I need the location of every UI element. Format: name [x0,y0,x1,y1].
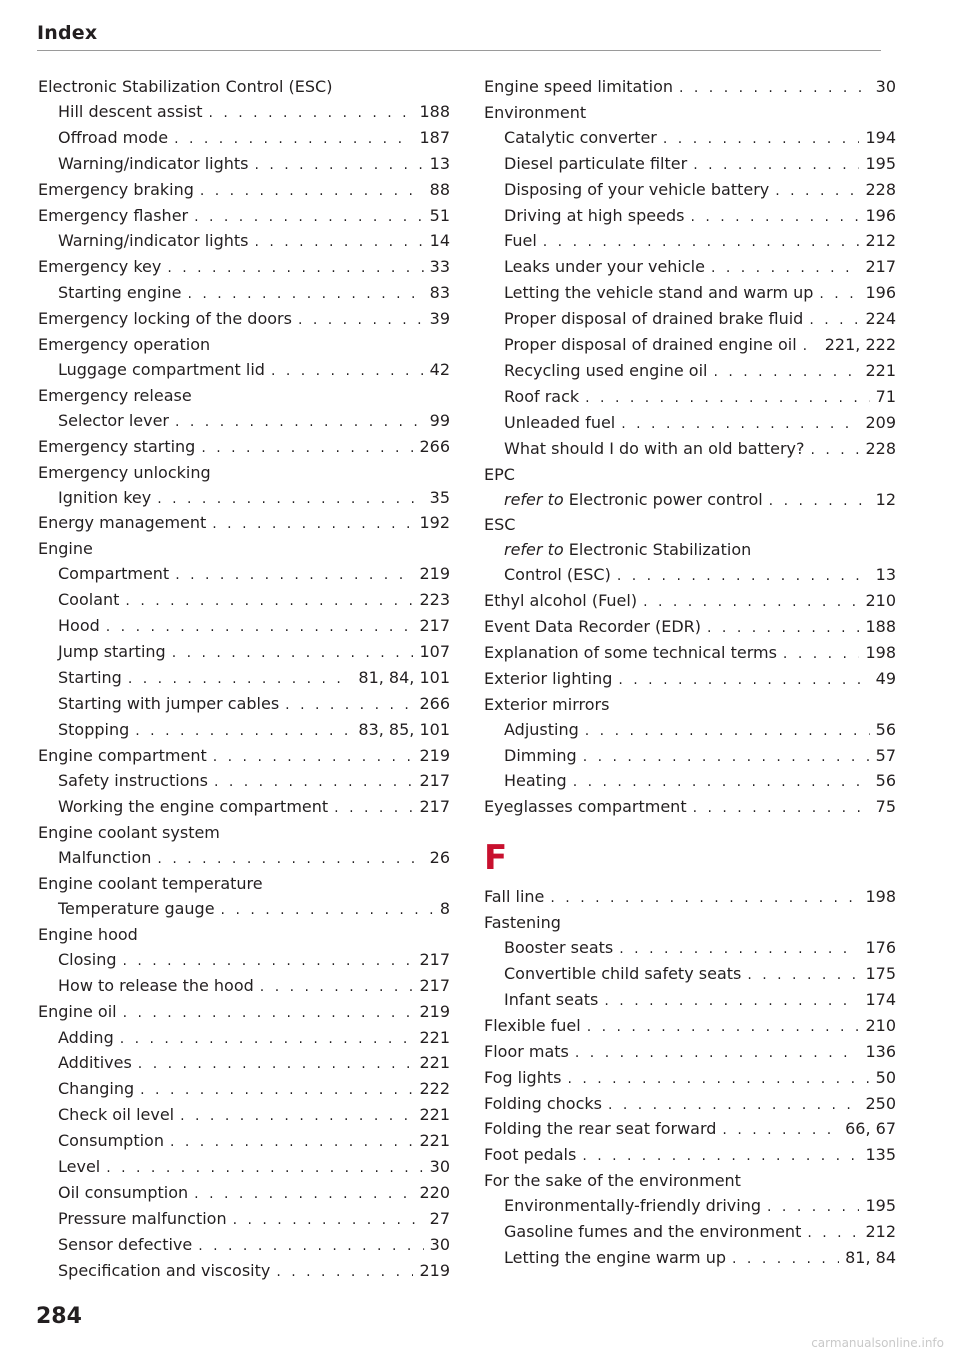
index-entry: Fall line . . . 198 [484,885,896,911]
index-entry: Recycling used engine oil . . . 221 [484,359,896,385]
index-entry: Check oil level . . . 221 [38,1103,450,1129]
index-heading: ESC [484,515,516,535]
index-entry: Emergency key . . . 33 [38,255,450,281]
index-entry: Additives . . . 221 [38,1051,450,1077]
index-entry: Safety instructions . . . 217 [38,769,450,795]
index-entry: Fog lights . . . 50 [484,1066,896,1092]
index-entry: Driving at high speeds . . . 196 [484,204,896,230]
index-entry: Dimming . . . 57 [484,744,896,770]
index-entry: Consumption . . . 221 [38,1129,450,1155]
index-heading: Electronic Stabilization Control (ESC) [38,77,333,96]
index-heading: EPC [484,464,515,484]
index-entry: Malfunction . . . 26 [38,846,450,872]
index-column-left [38,75,450,1285]
index-entry: Leaks under your vehicle . . . 217 [484,255,896,281]
index-heading: Environment [484,102,587,122]
index-entry: Oil consumption . . . 220 [38,1181,450,1207]
index-heading: For the sake of the environment [484,1171,741,1191]
index-entry: Luggage compartment lid . . . 42 [38,358,450,384]
index-entry: Emergency starting . . . 266 [38,435,450,461]
index-entry: Environmentally-friendly driving . . . 195 [484,1194,896,1220]
index-entry: Energy management . . . 192 [38,511,450,537]
index-entry: Control (ESC) . . . 13 [484,563,896,589]
index-entry: Pressure malfunction . . . 27 [38,1207,450,1233]
index-entry: Infant seats . . . 174 [484,988,896,1014]
index-entry: Booster seats . . . 176 [484,936,896,962]
index-column-right [484,75,896,1272]
index-entry: Folding the rear seat forward . . . 66, 67 [484,1117,896,1143]
index-entry: Starting . . . 81, 84, 101 [38,666,450,692]
index-entry: Level . . . 30 [38,1155,450,1181]
index-entry: Diesel particulate filter . . . 195 [484,152,896,178]
index-entry: Changing . . . 222 [38,1077,450,1103]
index-entry: Proper disposal of drained brake fluid . . . 224 [484,307,896,333]
index-entry: Temperature gauge . . . 8 [38,897,450,923]
index-entry: Disposing of your vehicle battery . . . 228 [484,178,896,204]
index-heading: Engine coolant temperature [38,874,263,894]
index-entry: Warning/indicator lights . . . 14 [38,229,450,255]
index-entry: Warning/indicator lights . . . 13 [38,152,450,178]
index-entry: Coolant . . . 223 [38,588,450,614]
index-entry: Roof rack . . . 71 [484,385,896,411]
index-entry: Starting with jumper cables . . . 266 [38,692,450,718]
index-heading: Emergency release [38,385,192,405]
index-entry: Folding chocks . . . 250 [484,1092,896,1118]
page-number: 284 [36,1304,82,1329]
index-entry: Jump starting . . . 107 [38,640,450,666]
index-entry: Adjusting . . . 56 [484,718,896,744]
index-entry: Specification and viscosity . . . 219 [38,1259,450,1285]
index-entry: refer to Electronic power control . . . 12 [484,488,896,514]
index-entry: Proper disposal of drained engine oil . . . 221, 222 [484,333,896,359]
index-entry: Unleaded fuel . . . 209 [484,411,896,437]
index-entry: Starting engine . . . 83 [38,281,450,307]
index-entry: Heating . . . 56 [484,769,896,795]
index-entry: Convertible child safety seats . . . 175 [484,962,896,988]
index-entry: Exterior lighting . . . 49 [484,667,896,693]
index-entry: Floor mats . . . 136 [484,1040,896,1066]
index-entry: Engine speed limitation . . . 30 [484,75,896,101]
index-entry: Emergency flasher . . . 51 [38,204,450,230]
index-heading: Emergency operation [38,335,211,355]
index-entry: Closing . . . 217 [38,948,450,974]
index-subheading: refer to Electronic Stabilization [504,540,752,560]
index-entry: Letting the vehicle stand and warm up . . . 196 [484,281,896,307]
index-heading: Fastening [484,913,561,933]
index-entry: Eyeglasses compartment . . . 75 [484,795,896,821]
index-entry: How to release the hood . . . 217 [38,974,450,1000]
cross-reference-prefix: refer to [504,540,564,560]
index-entry: Compartment . . . 219 [38,562,450,588]
index-entry: Ignition key . . . 35 [38,486,450,512]
index-entry: Fuel . . . 212 [484,229,896,255]
section-letter-f: F [484,838,508,879]
index-entry: Flexible fuel . . . 210 [484,1014,896,1040]
index-entry: Sensor defective . . . 30 [38,1233,450,1259]
index-heading: Engine [38,539,93,559]
index-entry: Event Data Recorder (EDR) . . . 188 [484,615,896,641]
index-entry: Offroad mode . . . 187 [38,126,450,152]
index-entry: Working the engine compartment . . . 217 [38,795,450,821]
watermark: carmanualsonline.info [811,1336,944,1350]
index-entry: Emergency locking of the doors . . . 39 [38,307,450,333]
index-entry: What should I do with an old battery? . . . 228 [484,437,896,463]
index-entry: Catalytic converter . . . 194 [484,126,896,152]
index-heading: Engine hood [38,924,138,944]
index-entry: Ethyl alcohol (Fuel) . . . 210 [484,589,896,615]
index-entry: Stopping . . . 83, 85, 101 [38,718,450,744]
page-header [37,22,881,51]
index-entry: Hill descent assist . . . 188 [38,100,450,126]
index-entry: Foot pedals . . . 135 [484,1143,896,1169]
index-entry: Selector lever . . . 99 [38,409,450,435]
index-entry: Engine compartment . . . 219 [38,744,450,770]
index-entry: Adding . . . 221 [38,1026,450,1052]
index-entry: Explanation of some technical terms . . . 198 [484,641,896,667]
index-entry: Emergency braking . . . 88 [38,178,450,204]
index-heading: Engine coolant system [38,823,220,843]
section-title: Index [37,22,98,44]
index-entry: Hood . . . 217 [38,614,450,640]
index-entry: Gasoline fumes and the environment . . . 212 [484,1220,896,1246]
index-entry: Letting the engine warm up . . . 81, 84 [484,1246,896,1272]
index-entry: Engine oil . . . 219 [38,1000,450,1026]
index-heading: Exterior mirrors [484,694,610,714]
cross-reference-prefix: refer to [504,489,564,509]
index-heading: Emergency unlocking [38,462,211,482]
